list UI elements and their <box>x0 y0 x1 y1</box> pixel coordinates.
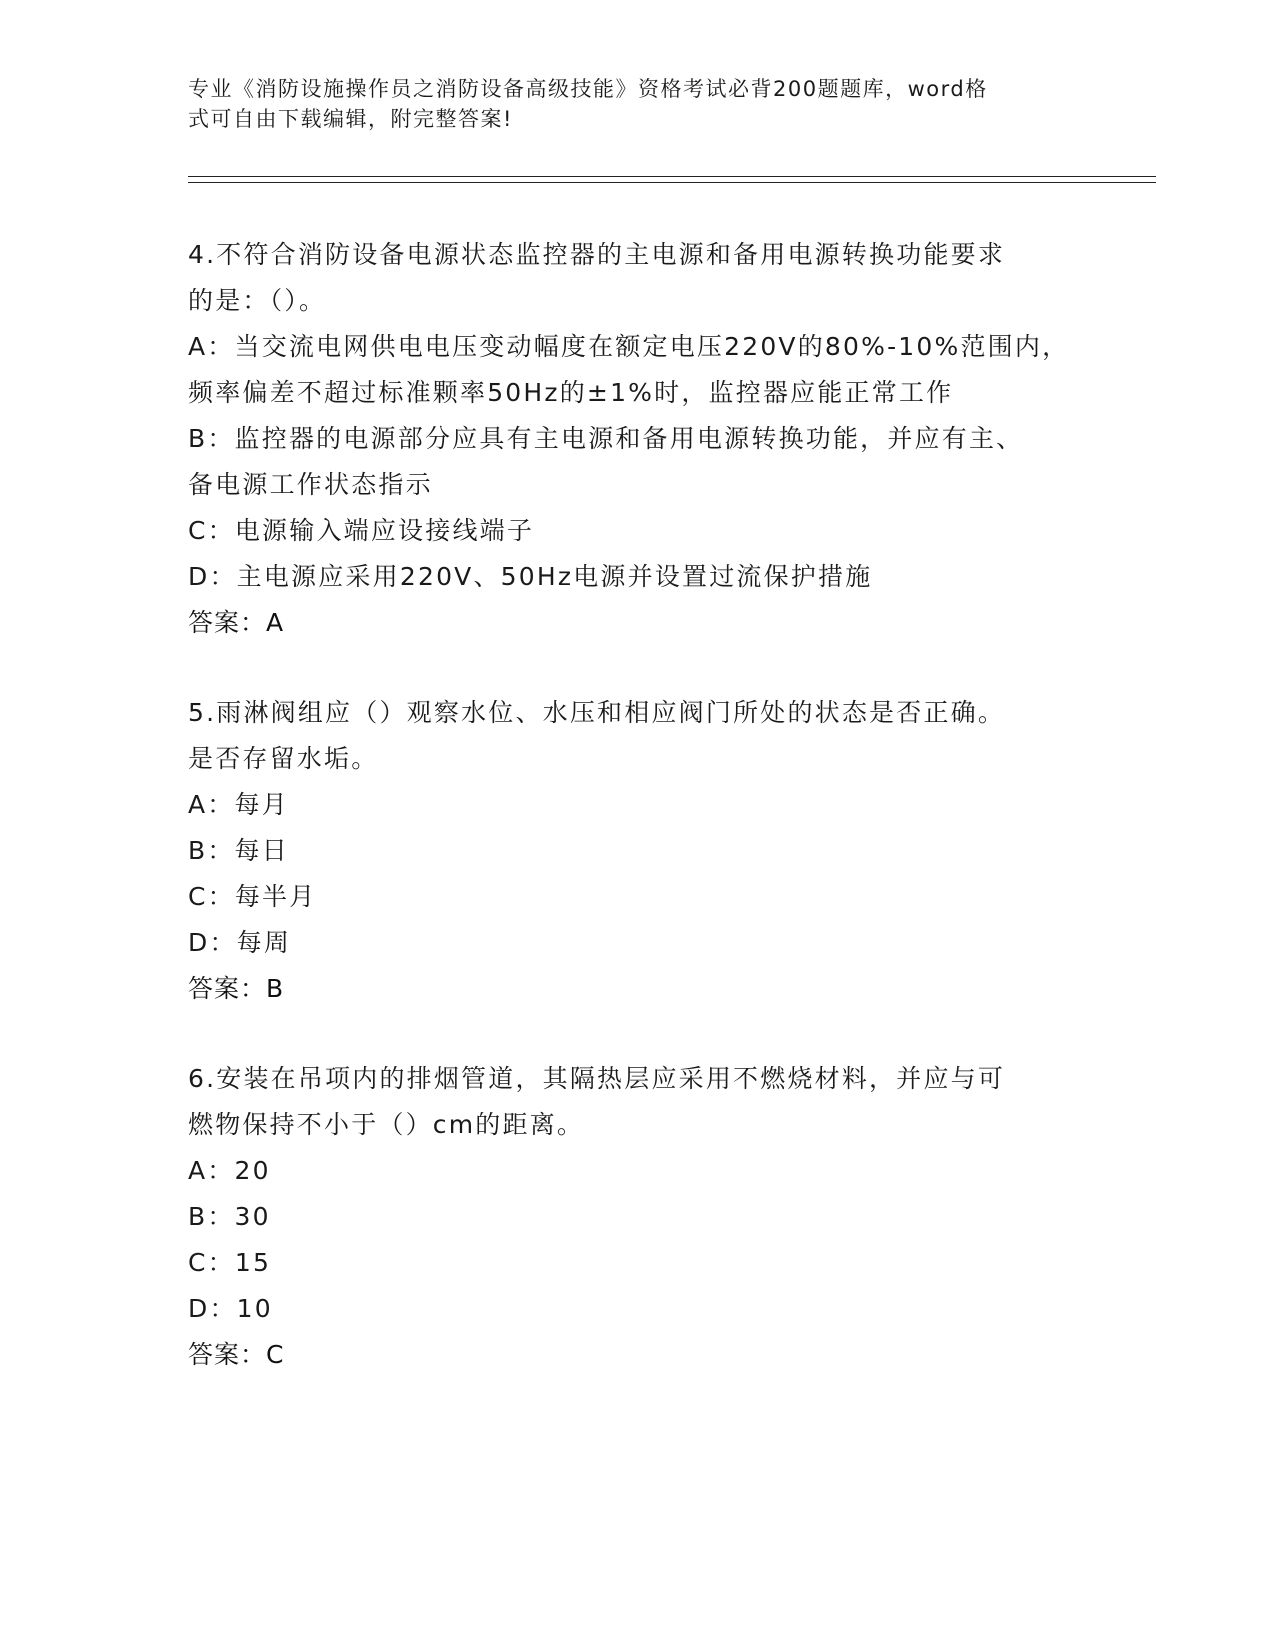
document-header <box>188 74 1068 134</box>
option-d: D：每周 <box>188 928 292 957</box>
option-c: C：电源输入端应设接线端子 <box>188 516 535 545</box>
option-d: D：10 <box>188 1294 273 1323</box>
header-divider-bottom <box>188 182 1156 183</box>
option-b: B：30 <box>188 1202 271 1231</box>
option-b: B：每日 <box>188 836 289 865</box>
answer: 答案：B <box>188 974 285 1003</box>
question-stem-line-2: 是否存留水垢。 <box>188 744 379 773</box>
option-b-line-2: 备电源工作状态指示 <box>188 470 433 499</box>
header-divider-top <box>188 176 1156 177</box>
option-d: D：主电源应采用220V、50Hz电源并设置过流保护措施 <box>188 562 873 591</box>
question-stem-line-1: 5.雨淋阀组应（）观察水位、水压和相应阀门所处的状态是否正确。 <box>188 698 1006 727</box>
header-line-2: 式可自由下载编辑，附完整答案! <box>188 107 513 131</box>
answer: 答案：A <box>188 608 285 637</box>
question-stem-line-2: 的是：（）。 <box>188 286 327 315</box>
question-6 <box>188 1056 1088 1378</box>
option-c: C：15 <box>188 1248 272 1277</box>
question-stem-line-1: 6.安装在吊项内的排烟管道，其隔热层应采用不燃烧材料，并应与可 <box>188 1064 1006 1093</box>
question-stem-line-2: 燃物保持不小于（）cm的距离。 <box>188 1110 585 1139</box>
answer: 答案：C <box>188 1340 285 1369</box>
question-5 <box>188 690 1088 1012</box>
option-a-line-2: 频率偏差不超过标准颗率50Hz的±1%时，监控器应能正常工作 <box>188 378 954 407</box>
question-stem-line-1: 4.不符合消防设备电源状态监控器的主电源和备用电源转换功能要求 <box>188 240 1006 269</box>
option-b-line-1: B：监控器的电源部分应具有主电源和备用电源转换功能，并应有主、 <box>188 424 1024 453</box>
question-4 <box>188 232 1088 646</box>
question-list <box>188 232 1088 1422</box>
option-a-line-1: A：当交流电网供电电压变动幅度在额定电压220V的80%-10%范围内， <box>188 332 1070 361</box>
option-a: A：每月 <box>188 790 289 819</box>
option-a: A：20 <box>188 1156 271 1185</box>
header-line-1: 专业《消防设施操作员之消防设备高级技能》资格考试必背200题题库，word格 <box>188 77 988 101</box>
option-c: C：每半月 <box>188 882 317 911</box>
